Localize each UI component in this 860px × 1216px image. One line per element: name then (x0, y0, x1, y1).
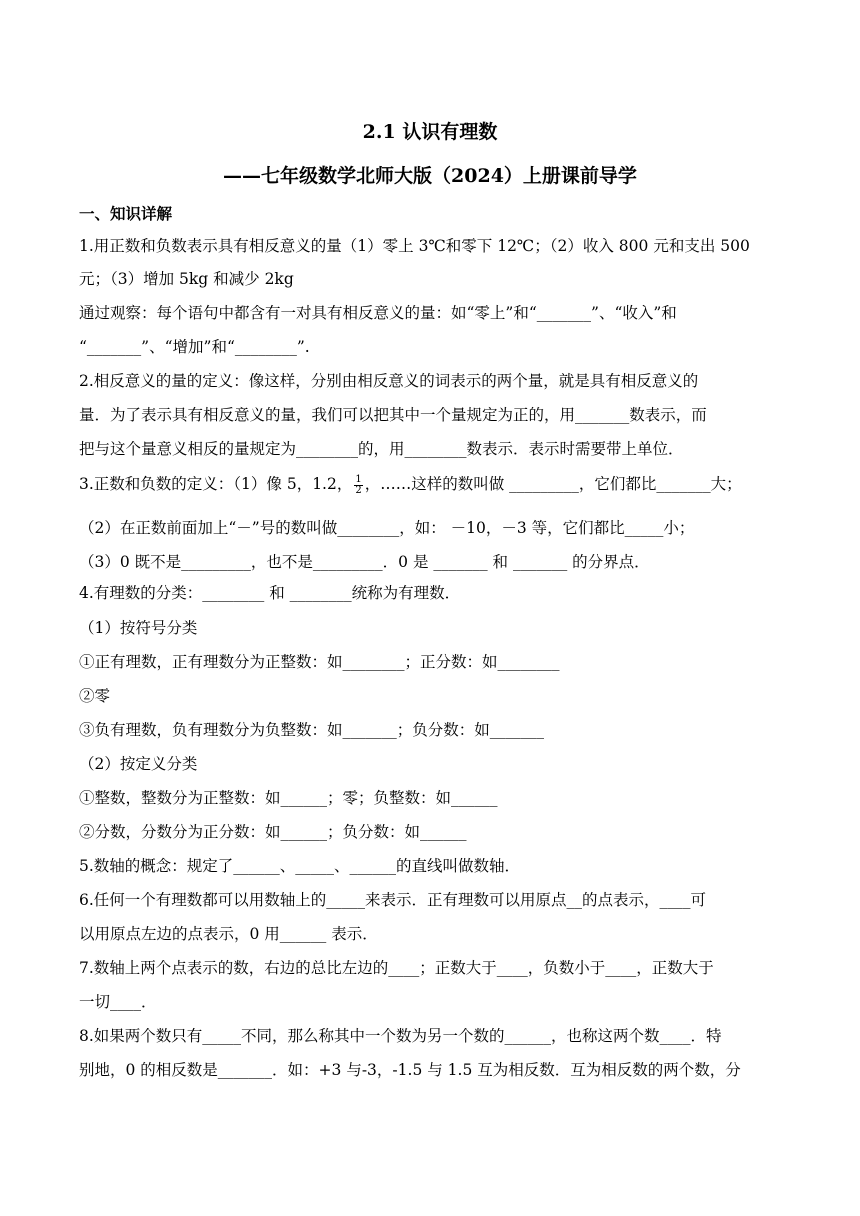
fraction-numerator: 1 (355, 473, 362, 485)
text-line: （2）按定义分类 (79, 755, 198, 773)
text-line: 通过观察：每个语句中都含有一对具有相反意义的量：如“零上”和“_______”、“收入”和 (79, 304, 677, 322)
page-title: 2.1 认识有理数 (362, 121, 498, 143)
text-line: ①整数，整数分为正整数：如______；零；负整数：如______ (79, 789, 498, 807)
text-line: 元；（3）增加 5kg 和减少 2kg (79, 270, 294, 288)
text-line: （3）0 既不是_________，也不是_________．0 是 _______ 和 _______ 的分界点． (79, 553, 650, 571)
text-line: （1）按符号分类 (79, 619, 198, 637)
text-segment: 3.正数和负数的定义：（1）像 5，1.2， (79, 475, 353, 493)
text-line: 6.任何一个有理数都可以用数轴上的_____来表示．正有理数可以用原点__的点表示，____可 (79, 891, 707, 909)
text-line-with-fraction (79, 474, 742, 496)
text-line: 2.相反意义的量的定义：像这样，分别由相反意义的词表示的两个量，就是具有相反意义的 (79, 372, 699, 390)
text-line: ②零 (79, 687, 111, 705)
text-line: 一切____． (79, 993, 157, 1011)
text-line: 8.如果两个数只有_____不同，那么称其中一个数为另一个数的______，也称这两个数____．特 (79, 1027, 722, 1045)
text-line: 7.数轴上两个点表示的数，右边的总比左边的____；正数大于____，负数小于____，正数大于 (79, 959, 714, 977)
text-line: ①正有理数，正有理数分为正整数：如________；正分数：如________ (79, 653, 560, 671)
section-heading: 一、知识详解 (79, 204, 173, 223)
text-line: “_______”、“增加”和“________”. (79, 338, 310, 356)
text-line: 别地，0 的相反数是_______．如：+3 与-3，-1.5 与 1.5 互为相反数．互为相反数的两个数，分 (79, 1061, 741, 1079)
text-line: 以用原点左边的点表示，0 用______ 表示． (79, 925, 378, 943)
text-line: （2）在正数前面加上“－”号的数叫做________，如： －10，－3 等，它们都比_____小； (79, 519, 695, 537)
fraction (354, 475, 362, 496)
page-subtitle: ——七年级数学北师大版（2024）上册课前导学 (223, 165, 637, 187)
text-line: 5.数轴的概念：规定了______、_____、______的直线叫做数轴． (79, 857, 521, 875)
fraction-denominator: 2 (355, 484, 362, 496)
text-line: 4.有理数的分类：________ 和 ________统称为有理数． (79, 584, 461, 602)
text-line: ③负有理数，负有理数分为负整数：如_______；负分数：如_______ (79, 721, 545, 739)
text-line: ②分数，分数分为正分数：如______；负分数：如______ (79, 823, 467, 841)
text-line: 把与这个量意义相反的量规定为________的，用________数表示．表示时需要带上单位． (79, 440, 684, 458)
text-segment: ，……这样的数叫做 _________，它们都比_______大； (364, 475, 742, 493)
text-line: 量．为了表示具有相反意义的量，我们可以把其中一个量规定为正的，用_______数表示，而 (79, 406, 707, 424)
text-line: 1.用正数和负数表示具有相反意义的量（1）零上 3℃和零下 12℃；（2）收入 800 元和支出 500 (79, 237, 750, 255)
